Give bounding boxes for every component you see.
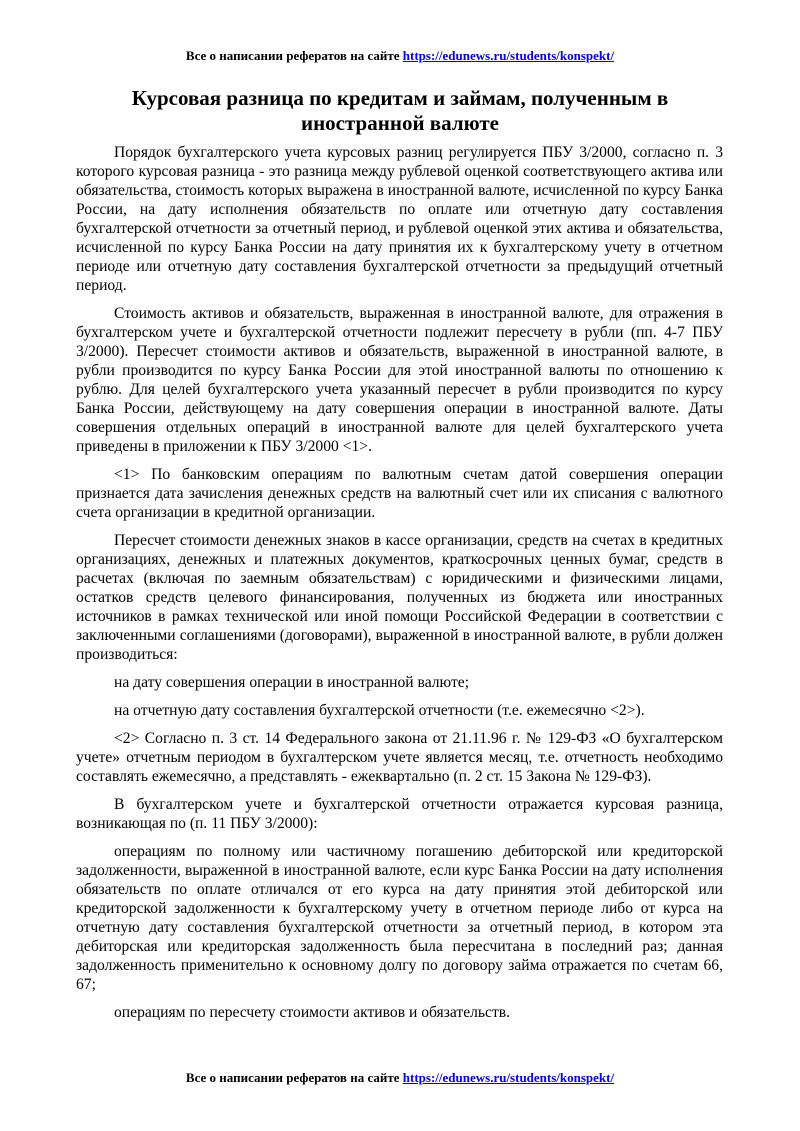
paragraph-2: Стоимость активов и обязательств, выраженная в иностранной валюте, для отражения в бухгалтерском учете и бухгалтерской отчетности подлежит пересчету в рубли (пп. 4-7 ПБУ 3/2000). Пересчет стоимости активов и обязательств, выраженной в иностранной валюте, в рубли производится по курсу Банка России для этой иностранной валюты по отношению к рублю. Для целей бухгалтерского учета указанный пересчет в рубли производится по курсу Банка России, действующему на дату совершения операции в иностранной валюте. Даты совершения отдельных операций в иностранной валюте для целей бухгалтерского учета приведены в приложении к ПБУ 3/2000 <1>. [76,305,723,455]
header-link[interactable]: https://edunews.ru/students/konspekt/ [402,48,615,63]
footer-text: Все о написании рефератов на сайте [185,1070,403,1085]
list-item-4: операциям по пересчету стоимости активов и обязательств. [114,1004,511,1021]
footnote-1: <1> По банковским операциям по валютным счетам датой совершения операции признается дата зачисления денежных средств на валютный счет или их списания с валютного счета организации в кредитной организации. [76,466,723,521]
document-title: Курсовая разница по кредитам и займам, полученным в иностранной валюте [131,86,669,135]
list-item-1: на дату совершения операции в иностранной валюте; [114,674,470,691]
page-footer [0,1070,800,1086]
page-header [0,48,800,64]
document-body [76,143,723,1031]
paragraph-3: Пересчет стоимости денежных знаков в кассе организации, средств на счетах в кредитных организациях, денежных и платежных документов, краткосрочных ценных бумаг, средств в расчетах (включая по заемным обязательствам) с юридическими и физическими лицами, остатков средств целевого финансирования, полученных из бюджета или иностранных источников в рамках технической или иной помощи Российской Федерации в соответствии с заключенными соглашениями (договорами), выраженной в иностранной валюте, в рубли должен производиться: [76,532,723,663]
list-item-2: на отчетную дату составления бухгалтерской отчетности (т.е. ежемесячно <2>). [114,702,645,719]
paragraph-1: Порядок бухгалтерского учета курсовых разниц регулируется ПБУ 3/2000, согласно п. 3 которого курсовая разница - это разница между рублевой оценкой соответствующего актива или обязательства, стоимость которых выражена в иностранной валюте, исчисленной по курсу Банка России, на дату исполнения обязательств по оплате или отчетную дату составления бухгалтерской отчетности за отчетный период, и рублевой оценкой этих актива и обязательства, исчисленной по курсу Банка России на дату принятия их к бухгалтерскому учету в отчетном периоде или отчетную дату составления бухгалтерской отчетности за предыдущий отчетный период. [76,144,723,294]
list-item-3: операциям по полному или частичному погашению дебиторской или кредиторской задолженности, выраженной в иностранной валюте, если курс Банка России на дату исполнения обязательств по оплате отличался от его курса на дату принятия этой дебиторской или кредиторской задолженности к бухгалтерскому учету в отчетном периоде либо от курса на отчетную дату составления бухгалтерской отчетности за отчетный период, в котором эта дебиторская или кредиторская задолженность была пересчитана в последний раз; данная задолженность применительно к основному долгу по договору займа отражается по счетам 66, 67; [76,843,723,993]
footer-link[interactable]: https://edunews.ru/students/konspekt/ [402,1070,615,1085]
footnote-2: <2> Согласно п. 3 ст. 14 Федерального закона от 21.11.96 г. № 129-ФЗ «О бухгалтерском учете» отчетным периодом в бухгалтерском учете является месяц, т.е. отчетность необходимо составлять ежемесячно, а представлять - ежеквартально (п. 2 ст. 15 Закона № 129-ФЗ). [76,730,723,785]
paragraph-4: В бухгалтерском учете и бухгалтерской отчетности отражается курсовая разница, возникающая по (п. 11 ПБУ 3/2000): [76,796,723,832]
header-text: Все о написании рефератов на сайте [185,48,403,63]
